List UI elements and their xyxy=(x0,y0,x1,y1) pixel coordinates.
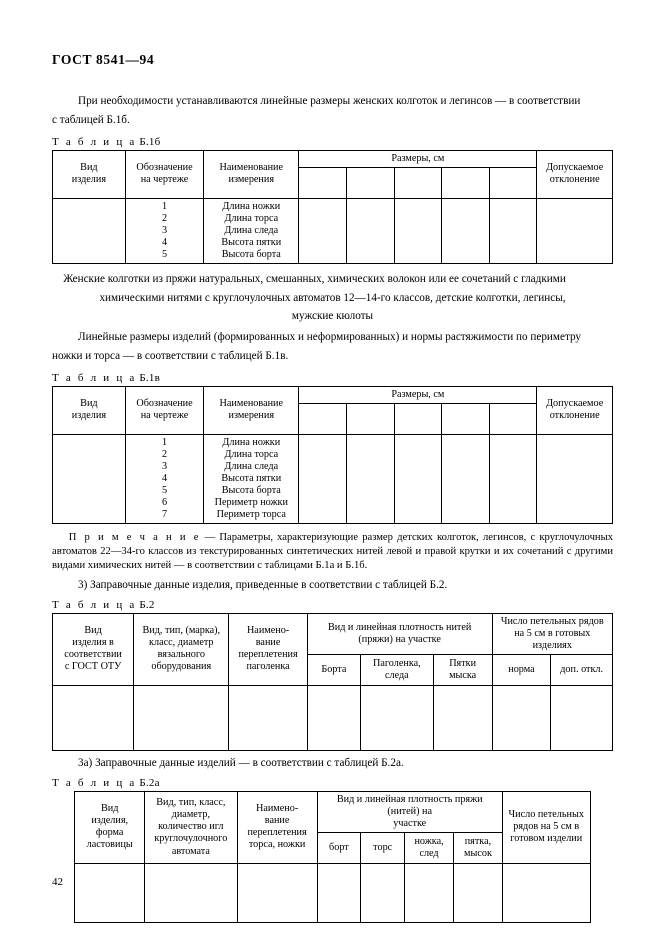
th-line: Вид и линейная плотность нитей xyxy=(327,621,472,633)
note-paragraph xyxy=(52,531,613,573)
th-line: готовом изделии xyxy=(510,833,583,845)
table-b1v-size-col-4 xyxy=(442,403,490,434)
table-b2a-th-machine xyxy=(144,791,237,863)
list-item: 1 xyxy=(161,200,168,212)
th-line: мыска xyxy=(449,669,477,681)
table-b2-th-weave-name xyxy=(229,613,307,685)
th-line: диаметр, xyxy=(171,809,210,821)
table-b1v-cell-size-4 xyxy=(442,434,490,523)
th-line: Вид xyxy=(100,803,119,815)
intro-paragraph-line2: с таблицей Б.1б. xyxy=(52,113,130,126)
th-line: круглочулочного xyxy=(154,833,228,845)
list-item: 1 xyxy=(161,436,168,448)
table-b1v-th-designation xyxy=(125,386,203,434)
intro2-line-1: Линейные размеры изделий (формированных и неформированных) и нормы растяжимости по периметру xyxy=(78,331,582,344)
th-line: Допускаемое xyxy=(546,162,604,174)
middle-text-line-3: мужские кюлоты xyxy=(291,310,374,323)
th-line: ластовицы xyxy=(86,839,133,851)
th-line: Допускаемое xyxy=(546,398,604,410)
list-item: Периметр ножки xyxy=(214,496,288,508)
list-item: Длина следа xyxy=(224,460,279,472)
th-line: Наимено- xyxy=(255,803,299,815)
th-line: измерения xyxy=(228,410,275,422)
th-line: изделия в xyxy=(72,637,114,649)
table-b1v-size-col-5 xyxy=(489,403,537,434)
th-line: количество игл xyxy=(158,821,224,833)
intro-paragraph xyxy=(52,94,613,109)
document-standard-header: ГОСТ 8541—94 xyxy=(52,52,155,67)
list-item: Высота борта xyxy=(221,484,281,496)
list-item: Периметр торса xyxy=(216,508,286,520)
table-b1b-cell-numbers xyxy=(125,198,203,263)
table-b2-cell-6 xyxy=(433,685,492,750)
table-b2a-cell-3 xyxy=(237,864,317,923)
th-line: рядов на 5 см в xyxy=(513,821,580,833)
list-item: 4 xyxy=(161,472,168,484)
table-b2-th-pyatki xyxy=(433,654,492,685)
table-b2-cell-1 xyxy=(53,685,134,750)
table-b2-cell-8 xyxy=(551,685,613,750)
table-b1b-cell-tolerance xyxy=(537,198,613,263)
table-b1b-caption xyxy=(52,136,613,148)
table-b2-th-deviation: доп. откл. xyxy=(551,654,613,685)
table-b2a xyxy=(74,791,590,923)
table-b1b-th-designation xyxy=(125,150,203,198)
th-line: изделия xyxy=(71,174,106,186)
th-line: соответствии xyxy=(64,649,122,661)
table-b1v-size-col-3 xyxy=(394,403,442,434)
table-b1v-th-tolerance xyxy=(537,386,613,434)
th-line: Число петельных рядов xyxy=(500,615,604,627)
th-line: Обозначение xyxy=(136,398,193,410)
table-b2a-caption xyxy=(52,777,613,789)
th-line: на чертеже xyxy=(140,410,189,422)
table-b2-cell-5 xyxy=(360,685,433,750)
table-b1v-caption-number: Б.1в xyxy=(139,371,160,384)
th-line: Вид, тип, класс, xyxy=(156,797,226,809)
th-line: отклонение xyxy=(549,410,600,422)
table-b2a-cell-7 xyxy=(454,864,503,923)
table-b2a-cell-2 xyxy=(144,864,237,923)
th-line: на чертеже xyxy=(140,174,189,186)
table-b2-th-borta: Борта xyxy=(307,654,360,685)
table-b1b-th-product xyxy=(53,150,126,198)
note-label: П р и м е ч а н и е xyxy=(68,531,201,543)
list-item: Длина ножки xyxy=(222,436,281,448)
table-b1b-header-row xyxy=(53,150,613,167)
th-line: изделия, xyxy=(91,815,129,827)
table-b2a-th-product xyxy=(75,791,145,863)
table-b1b-size-col-3 xyxy=(394,167,442,198)
table-b2-th-equipment xyxy=(134,613,229,685)
th-line: Пятки xyxy=(449,657,477,669)
th-line: на 5 см в готовых xyxy=(514,627,591,639)
list-item: 5 xyxy=(161,484,168,496)
table-b2-header-row-1 xyxy=(53,613,613,654)
list-item: 2 xyxy=(161,212,168,224)
th-line: Паголенка, xyxy=(373,657,421,669)
table-b2a-th-nozhka xyxy=(405,833,454,864)
th-line: мысок xyxy=(464,848,492,859)
th-line: следа xyxy=(385,669,409,681)
list-item: 4 xyxy=(161,236,168,248)
table-b2a-header-row-1 xyxy=(75,791,590,832)
table-b1v-th-product xyxy=(53,386,126,434)
th-line: отклонение xyxy=(549,174,600,186)
table-b1b-th-tolerance xyxy=(537,150,613,198)
table-b2-caption xyxy=(52,599,613,611)
table-b1b-cell-size-5 xyxy=(489,198,537,263)
table-b1v-cell-numbers xyxy=(125,434,203,523)
th-line: с ГОСТ ОТУ xyxy=(64,661,122,673)
th-line: пятка, xyxy=(464,835,492,847)
table-row xyxy=(75,864,590,923)
th-line: (пряжи) на участке xyxy=(358,633,441,645)
table-b2 xyxy=(52,613,613,751)
table-b1b xyxy=(52,150,613,264)
th-line: Наимено- xyxy=(246,625,290,637)
th-line: Наименование xyxy=(219,162,284,174)
table-b1b-size-col-5 xyxy=(489,167,537,198)
table-b1b-caption-number: Б.1б xyxy=(139,135,161,148)
table-b1v-cell-measurements xyxy=(204,434,299,523)
table-b2-th-norm: норма xyxy=(492,654,551,685)
th-line: ножка, xyxy=(414,835,444,847)
th-line: измерения xyxy=(228,174,275,186)
th-line: Вид xyxy=(80,162,98,174)
table-b1b-cell-size-3 xyxy=(394,198,442,263)
table-b2-cell-2 xyxy=(134,685,229,750)
table-b1b-cell-size-2 xyxy=(346,198,394,263)
table-b2a-th-pyatka xyxy=(454,833,503,864)
table-row xyxy=(53,198,613,263)
th-line: вязального xyxy=(157,649,205,661)
list-item: Длина ножки xyxy=(222,200,281,212)
item-3: 3) Заправочные данные изделия, приведенные в соответствии с таблицей Б.2. xyxy=(78,578,448,591)
th-line: Наименование xyxy=(219,398,284,410)
list-item: 6 xyxy=(161,496,168,508)
table-b2-th-rows-count xyxy=(492,613,612,654)
th-line: паголенка xyxy=(246,661,290,673)
middle-text-line-1 xyxy=(52,272,613,287)
table-b1b-size-col-2 xyxy=(346,167,394,198)
th-line: автомата xyxy=(171,845,210,857)
table-b2a-cell-6 xyxy=(405,864,454,923)
table-b1b-cell-size-1 xyxy=(299,198,347,263)
table-b2-caption-label: Т а б л и ц а xyxy=(52,598,137,611)
th-line: переплетения xyxy=(247,827,307,839)
th-line: вание xyxy=(255,637,281,649)
table-b1b-size-col-1 xyxy=(299,167,347,198)
table-b2a-cell-5 xyxy=(361,864,405,923)
table-b2a-th-rows-count xyxy=(502,791,590,863)
table-b2-th-pagolenka xyxy=(360,654,433,685)
table-b2-cell-7 xyxy=(492,685,551,750)
table-b2a-cell-4 xyxy=(317,864,361,923)
table-b1v xyxy=(52,386,613,524)
list-item: 3 xyxy=(161,224,168,236)
table-b1v-th-measurement-name xyxy=(204,386,299,434)
table-b2a-cell-8 xyxy=(502,864,590,923)
th-line: торса, ножки xyxy=(248,839,306,851)
middle-text-line-2: химическими нитями с круглочулочных автоматов 12—14-го классов, детские колготки, легинсы, xyxy=(99,291,566,304)
table-b2-cell-3 xyxy=(229,685,307,750)
table-b2-cell-4 xyxy=(307,685,360,750)
table-b1v-cell-tolerance xyxy=(537,434,613,523)
table-b2a-th-bort: борт xyxy=(317,833,361,864)
table-b2-th-product xyxy=(53,613,134,685)
table-b2-th-yarn-density xyxy=(307,613,492,654)
th-line: Вид и линейная плотность пряжи (нитей) на xyxy=(336,793,483,817)
table-b1b-th-measurement-name xyxy=(204,150,299,198)
th-line: вание xyxy=(264,815,290,827)
table-b1v-cell-size-5 xyxy=(489,434,537,523)
table-b1v-cell-product xyxy=(53,434,126,523)
intro2-line-2: ножки и торса — в соответствии с таблицей Б.1в. xyxy=(52,349,289,362)
table-b1v-header-row xyxy=(53,386,613,403)
table-row xyxy=(53,685,613,750)
table-b1v-size-col-2 xyxy=(346,403,394,434)
th-line: Вид, тип, (марка), xyxy=(142,625,221,637)
table-b2a-th-tors: торс xyxy=(361,833,405,864)
th-line: участке xyxy=(393,817,427,829)
intro-line-1: При необходимости устанавливаются линейные размеры женских колготок и легинсов — в соответствии xyxy=(78,95,581,107)
table-b1b-cell-product xyxy=(53,198,126,263)
th-line: форма xyxy=(95,827,124,839)
th-line: изделия xyxy=(71,410,106,422)
list-item: 7 xyxy=(161,508,168,520)
list-item: Длина следа xyxy=(224,224,279,236)
table-b1v-th-sizes: Размеры, см xyxy=(299,386,537,403)
th-line: Обозначение xyxy=(136,162,193,174)
list-item: 3 xyxy=(161,460,168,472)
table-b2a-th-weave-name xyxy=(237,791,317,863)
list-item: Длина торса xyxy=(224,212,279,224)
table-b1v-cell-size-1 xyxy=(299,434,347,523)
th-line: след xyxy=(419,848,439,859)
table-b1v-cell-size-2 xyxy=(346,434,394,523)
table-b1v-caption-label: Т а б л и ц а xyxy=(52,371,137,384)
th-line: оборудования xyxy=(151,661,212,673)
note-text: — Параметры, характеризующие размер детских колготок, легинсов, с круглочулочных автоматов 22—34-го классов из текстурированных синтетических нитей левой и правой крутки и их сочетаний с другими видами химических нитей — в соответствии с таблицами Б.1а и Б.1б. xyxy=(52,531,613,571)
th-line: Число петельных xyxy=(508,809,584,821)
table-b2a-cell-1 xyxy=(75,864,145,923)
list-item: 5 xyxy=(161,248,168,260)
list-item: Высота пятки xyxy=(221,472,282,484)
th-line: изделиях xyxy=(532,639,572,651)
list-item: Высота пятки xyxy=(221,236,282,248)
table-b1b-cell-measurements xyxy=(204,198,299,263)
table-b1b-cell-size-4 xyxy=(442,198,490,263)
table-b1v-cell-size-3 xyxy=(394,434,442,523)
table-b1v-caption xyxy=(52,372,613,384)
table-b2-caption-number: Б.2 xyxy=(139,598,155,611)
table-b2a-caption-number: Б.2а xyxy=(139,776,160,789)
table-b1v-size-col-1 xyxy=(299,403,347,434)
list-item: 2 xyxy=(161,448,168,460)
list-item: Длина торса xyxy=(224,448,279,460)
th-line: класс, диаметр xyxy=(149,637,214,649)
table-b2a-caption-label: Т а б л и ц а xyxy=(52,776,137,789)
list-item: Высота борта xyxy=(221,248,281,260)
page-number: 42 xyxy=(52,876,63,888)
middle-text-span: Женские колготки из пряжи натуральных, смешанных, химических волокон или ее сочетаний с гладкими xyxy=(63,272,566,285)
item-3a: 3а) Заправочные данные изделий — в соответствии с таблицей Б.2а. xyxy=(78,756,404,769)
th-line: переплетения xyxy=(238,649,298,661)
th-line: Вид xyxy=(80,398,98,410)
table-b2a-th-yarn-density xyxy=(317,791,502,832)
table-b1b-th-sizes: Размеры, см xyxy=(299,150,537,167)
table-row xyxy=(53,434,613,523)
table-b1b-size-col-4 xyxy=(442,167,490,198)
th-line: Вид xyxy=(84,625,102,637)
table-b1b-caption-label: Т а б л и ц а xyxy=(52,135,137,148)
